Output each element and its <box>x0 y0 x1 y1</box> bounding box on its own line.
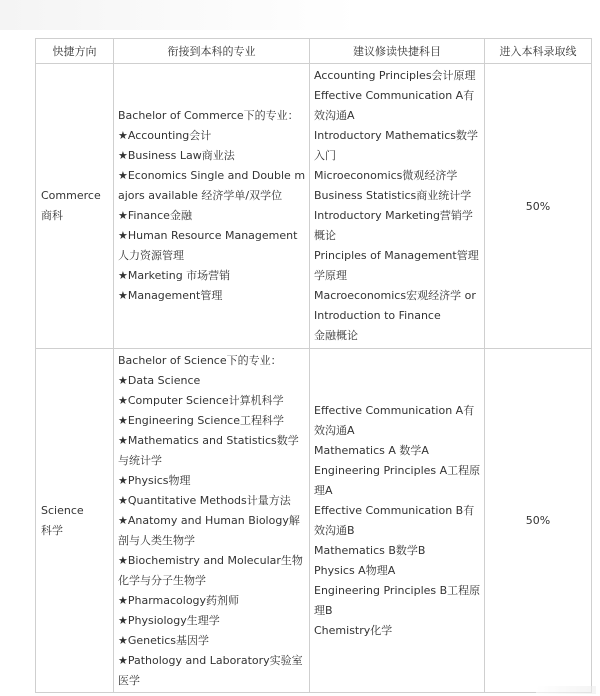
direction-name-en: Commerce <box>41 189 101 202</box>
list-item: Bachelor of Commerce下的专业： <box>118 109 299 122</box>
list-item: ★Marketing 市场营销 <box>118 269 231 282</box>
list-item: ★Genetics基因学 <box>118 633 210 647</box>
list-item: ★Computer Science计算机科学 <box>118 393 284 407</box>
list-item: 金融概论 <box>314 329 358 342</box>
list-item: 医学 <box>118 673 140 687</box>
list-item: ★Economics Single and Double m <box>118 169 306 182</box>
header-subjects: 建议修读快捷科目 <box>310 39 485 64</box>
corner-watermark-fade <box>536 686 596 694</box>
list-item: Introductory Mathematics数学 <box>314 129 479 142</box>
list-item: ★Pathology and Laboratory实验室 <box>118 653 303 667</box>
list-item: Principles of Management管理 <box>314 249 479 262</box>
direction-name-zh: 商科 <box>41 209 63 222</box>
list-item: Effective Communication A有 <box>314 403 475 417</box>
list-item: 学原理 <box>314 269 347 282</box>
subjects-list <box>314 66 481 346</box>
list-item: 与统计学 <box>118 453 162 467</box>
course-table <box>35 38 592 693</box>
cutoff-cell-commerce: 50% <box>485 64 592 349</box>
list-item: Introductory Marketing营销学 <box>314 209 473 222</box>
list-item: ★Business Law商业法 <box>118 149 235 162</box>
direction-cell-commerce <box>36 64 114 349</box>
list-item: ★Biochemistry and Molecular生物 <box>118 553 303 567</box>
subjects-list <box>314 401 481 641</box>
header-direction: 快捷方向 <box>36 39 114 64</box>
list-item: 效沟通A <box>314 423 355 437</box>
table-row-science <box>36 349 592 693</box>
majors-list <box>118 351 306 691</box>
list-item: 理B <box>314 603 333 617</box>
majors-cell-science <box>114 349 310 693</box>
list-item: 理A <box>314 483 333 497</box>
cutoff-cell-science: 50% <box>485 349 592 693</box>
majors-cell-commerce <box>114 64 310 349</box>
list-item: ★Quantitative Methods计量方法 <box>118 493 291 507</box>
list-item: Microeconomics微观经济学 <box>314 169 458 182</box>
list-item: 化学与分子生物学 <box>118 573 206 587</box>
list-item: ★Accounting会计 <box>118 129 212 142</box>
subjects-cell-science <box>310 349 485 693</box>
list-item: 效沟通B <box>314 523 355 537</box>
list-item: ★Anatomy and Human Biology解 <box>118 513 300 527</box>
list-item: Accounting Principles会计原理 <box>314 69 476 82</box>
list-item: ★Mathematics and Statistics数学 <box>118 433 299 447</box>
list-item: ★Management管理 <box>118 289 223 302</box>
list-item: Engineering Principles A工程原 <box>314 463 481 477</box>
list-item: ★Finance金融 <box>118 209 192 222</box>
list-item: Bachelor of Science下的专业： <box>118 353 282 367</box>
list-item: 效沟通A <box>314 109 355 122</box>
table-row-commerce <box>36 64 592 349</box>
list-item: ★Physics物理 <box>118 473 191 487</box>
list-item: Chemistry化学 <box>314 623 393 637</box>
list-item: 入门 <box>314 149 336 162</box>
top-fade-decoration <box>0 0 600 30</box>
list-item: Macroeconomics宏观经济学 or <box>314 289 476 302</box>
list-item: 概论 <box>314 229 336 242</box>
list-item: ★Human Resource Management <box>118 229 298 242</box>
list-item: 剖与人类生物学 <box>118 533 195 547</box>
list-item: Business Statistics商业统计学 <box>314 189 472 202</box>
list-item: Introduction to Finance <box>314 309 441 322</box>
header-majors: 衔接到本科的专业 <box>114 39 310 64</box>
header-cutoff: 进入本科录取线 <box>485 39 592 64</box>
majors-list <box>118 106 306 306</box>
list-item: Engineering Principles B工程原 <box>314 583 481 597</box>
direction-cell-science <box>36 349 114 693</box>
list-item: Effective Communication A有 <box>314 89 475 102</box>
subjects-cell-commerce <box>310 64 485 349</box>
list-item: Physics A物理A <box>314 563 396 577</box>
direction-name-en: Science <box>41 503 84 517</box>
list-item: 人力资源管理 <box>118 249 184 262</box>
list-item: ★Engineering Science工程科学 <box>118 413 284 427</box>
list-item: ★Pharmacology药剂师 <box>118 593 240 607</box>
list-item: Mathematics B数学B <box>314 543 426 557</box>
list-item: Mathematics A 数学A <box>314 443 429 457</box>
list-item: ★Physiology生理学 <box>118 613 220 627</box>
direction-name-zh: 科学 <box>41 523 63 537</box>
list-item: ★Data Science <box>118 373 201 387</box>
header-row <box>36 39 592 64</box>
list-item: Effective Communication B有 <box>314 503 475 517</box>
list-item: ajors available 经济学单/双学位 <box>118 189 283 202</box>
